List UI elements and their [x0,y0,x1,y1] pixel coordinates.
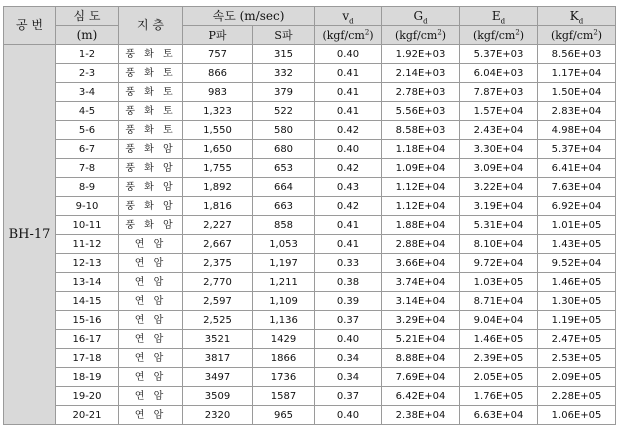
strata-cell: 풍 화 토 [119,102,183,121]
poisson-cell: 0.40 [315,406,382,425]
strata-cell: 풍 화 토 [119,121,183,140]
poisson-cell: 0.40 [315,140,382,159]
table-row [4,349,616,368]
strata-cell: 풍 화 암 [119,159,183,178]
poisson-cell: 0.40 [315,330,382,349]
strata-cell: 연 암 [119,292,183,311]
table-row [4,311,616,330]
shear-modulus-cell: 2.38E+04 [382,406,460,425]
shear-modulus-cell: 2.78E+03 [382,83,460,102]
elastic-modulus-cell: 3.30E+04 [460,140,538,159]
shear-modulus-cell: 3.29E+04 [382,311,460,330]
shear-modulus-cell: 1.09E+04 [382,159,460,178]
strata-cell: 풍 화 토 [119,45,183,64]
depth-cell: 14-15 [56,292,119,311]
table-row [4,178,616,197]
elastic-modulus-cell: 3.09E+04 [460,159,538,178]
shear-modulus-cell: 2.88E+04 [382,235,460,254]
bulk-modulus-cell: 2.53E+05 [538,349,616,368]
elastic-modulus-cell: 6.63E+04 [460,406,538,425]
p-wave-cell: 1,892 [183,178,253,197]
shear-modulus-cell: 1.18E+04 [382,140,460,159]
s-wave-cell: 663 [253,197,315,216]
bulk-modulus-cell: 8.56E+03 [538,45,616,64]
shear-modulus-cell: 1.12E+04 [382,197,460,216]
poisson-cell: 0.37 [315,387,382,406]
strata-cell: 연 암 [119,235,183,254]
poisson-cell: 0.42 [315,159,382,178]
table-body [4,45,616,425]
elastic-modulus-cell: 2.39E+05 [460,349,538,368]
poisson-cell: 0.34 [315,349,382,368]
shear-modulus-cell: 5.56E+03 [382,102,460,121]
table-row [4,197,616,216]
strata-cell: 연 암 [119,349,183,368]
p-wave-cell: 983 [183,83,253,102]
shear-modulus-cell: 5.21E+04 [382,330,460,349]
p-wave-cell: 2,597 [183,292,253,311]
s-wave-cell: 858 [253,216,315,235]
p-wave-cell: 757 [183,45,253,64]
header-elastic-modulus: $E_d$ [460,7,538,26]
table-row [4,45,616,64]
header-velocity: 속도 (m/sec) [183,7,315,26]
table-row [4,368,616,387]
bulk-modulus-cell: 2.47E+05 [538,330,616,349]
shear-modulus-cell: 3.74E+04 [382,273,460,292]
p-wave-cell: 1,755 [183,159,253,178]
depth-cell: 16-17 [56,330,119,349]
bulk-modulus-cell: 1.06E+05 [538,406,616,425]
elastic-modulus-cell: 3.19E+04 [460,197,538,216]
bulk-modulus-cell: 9.52E+04 [538,254,616,273]
s-wave-cell: 315 [253,45,315,64]
depth-cell: 13-14 [56,273,119,292]
strata-cell: 연 암 [119,387,183,406]
p-wave-cell: 1,650 [183,140,253,159]
shear-modulus-cell: 7.69E+04 [382,368,460,387]
shear-modulus-cell: 3.66E+04 [382,254,460,273]
p-wave-cell: 2,667 [183,235,253,254]
strata-cell: 연 암 [119,368,183,387]
shear-modulus-cell: 1.92E+03 [382,45,460,64]
bulk-modulus-cell: 1.50E+04 [538,83,616,102]
table-row [4,83,616,102]
strata-cell: 연 암 [119,311,183,330]
p-wave-cell: 2320 [183,406,253,425]
s-wave-cell: 653 [253,159,315,178]
elastic-modulus-cell: 8.10E+04 [460,235,538,254]
p-wave-cell: 1,323 [183,102,253,121]
s-wave-cell: 522 [253,102,315,121]
poisson-cell: 0.41 [315,216,382,235]
table-row [4,330,616,349]
table-row [4,235,616,254]
poisson-cell: 0.41 [315,83,382,102]
depth-cell: 11-12 [56,235,119,254]
elastic-modulus-cell: 6.04E+03 [460,64,538,83]
shear-modulus-cell: 8.88E+04 [382,349,460,368]
header-shear-unit: $(kgf/cm^2)$ [382,26,460,45]
s-wave-cell: 332 [253,64,315,83]
p-wave-cell: 1,816 [183,197,253,216]
depth-cell: 5-6 [56,121,119,140]
p-wave-cell: 2,525 [183,311,253,330]
s-wave-cell: 1866 [253,349,315,368]
shear-modulus-cell: 6.42E+04 [382,387,460,406]
s-wave-cell: 580 [253,121,315,140]
elastic-modulus-cell: 9.04E+04 [460,311,538,330]
s-wave-cell: 1,053 [253,235,315,254]
bulk-modulus-cell: 7.63E+04 [538,178,616,197]
bulk-modulus-cell: 5.37E+04 [538,140,616,159]
elastic-modulus-cell: 2.05E+05 [460,368,538,387]
elastic-modulus-cell: 8.71E+04 [460,292,538,311]
shear-modulus-cell: 2.14E+03 [382,64,460,83]
depth-cell: 1-2 [56,45,119,64]
strata-cell: 풍 화 암 [119,178,183,197]
depth-cell: 17-18 [56,349,119,368]
depth-cell: 3-4 [56,83,119,102]
bulk-modulus-cell: 2.09E+05 [538,368,616,387]
shear-modulus-cell: 8.58E+03 [382,121,460,140]
elastic-modulus-cell: 1.76E+05 [460,387,538,406]
bulk-modulus-cell: 1.01E+05 [538,216,616,235]
poisson-cell: 0.40 [315,45,382,64]
elastic-modulus-table [3,6,616,425]
strata-cell: 풍 화 토 [119,83,183,102]
header-p-wave: P파 [183,26,253,45]
bulk-modulus-cell: 2.83E+04 [538,102,616,121]
table-row [4,159,616,178]
shear-modulus-cell: 1.12E+04 [382,178,460,197]
table-row [4,121,616,140]
s-wave-cell: 965 [253,406,315,425]
elastic-modulus-cell: 5.37E+03 [460,45,538,64]
poisson-cell: 0.37 [315,311,382,330]
depth-cell: 6-7 [56,140,119,159]
poisson-cell: 0.34 [315,368,382,387]
header-poisson: $v_d$ [315,7,382,26]
depth-cell: 4-5 [56,102,119,121]
strata-cell: 풍 화 암 [119,216,183,235]
depth-cell: 8-9 [56,178,119,197]
poisson-cell: 0.41 [315,235,382,254]
table-row [4,216,616,235]
bulk-modulus-cell: 1.46E+05 [538,273,616,292]
bulk-modulus-cell: 6.92E+04 [538,197,616,216]
bulk-modulus-cell: 1.30E+05 [538,292,616,311]
header-strata: 지 층 [119,7,183,45]
depth-cell: 2-3 [56,64,119,83]
elastic-modulus-cell: 2.43E+04 [460,121,538,140]
borehole-id: BH-17 [4,45,56,425]
poisson-cell: 0.38 [315,273,382,292]
depth-cell: 10-11 [56,216,119,235]
p-wave-cell: 3817 [183,349,253,368]
depth-cell: 20-21 [56,406,119,425]
s-wave-cell: 1,109 [253,292,315,311]
poisson-cell: 0.41 [315,102,382,121]
table-row [4,64,616,83]
elastic-modulus-cell: 3.22E+04 [460,178,538,197]
elastic-modulus-cell: 1.46E+05 [460,330,538,349]
header-depth-unit: (m) [56,26,119,45]
bulk-modulus-cell: 1.43E+05 [538,235,616,254]
shear-modulus-cell: 3.14E+04 [382,292,460,311]
header-borehole: 공 번 [4,7,56,45]
p-wave-cell: 1,550 [183,121,253,140]
strata-cell: 풍 화 암 [119,197,183,216]
header-bulk-modulus: $K_d$ [538,7,616,26]
depth-cell: 19-20 [56,387,119,406]
header-elastic-unit: $(kgf/cm^2)$ [460,26,538,45]
p-wave-cell: 3509 [183,387,253,406]
depth-cell: 15-16 [56,311,119,330]
s-wave-cell: 1587 [253,387,315,406]
depth-cell: 12-13 [56,254,119,273]
table-row [4,273,616,292]
table-row [4,292,616,311]
p-wave-cell: 3521 [183,330,253,349]
bulk-modulus-cell: 1.19E+05 [538,311,616,330]
poisson-cell: 0.33 [315,254,382,273]
p-wave-cell: 2,227 [183,216,253,235]
elastic-modulus-cell: 7.87E+03 [460,83,538,102]
table-row [4,254,616,273]
s-wave-cell: 1429 [253,330,315,349]
s-wave-cell: 1736 [253,368,315,387]
shear-modulus-cell: 1.88E+04 [382,216,460,235]
poisson-cell: 0.42 [315,121,382,140]
depth-cell: 18-19 [56,368,119,387]
strata-cell: 풍 화 암 [119,140,183,159]
strata-cell: 연 암 [119,406,183,425]
elastic-modulus-cell: 9.72E+04 [460,254,538,273]
depth-cell: 7-8 [56,159,119,178]
strata-cell: 연 암 [119,273,183,292]
header-poisson-unit: $(kgf/cm^2)$ [315,26,382,45]
elastic-modulus-cell: 1.03E+05 [460,273,538,292]
poisson-cell: 0.39 [315,292,382,311]
depth-cell: 9-10 [56,197,119,216]
header-s-wave: S파 [253,26,315,45]
bulk-modulus-cell: 1.17E+04 [538,64,616,83]
p-wave-cell: 2,375 [183,254,253,273]
p-wave-cell: 866 [183,64,253,83]
table-row [4,406,616,425]
p-wave-cell: 2,770 [183,273,253,292]
s-wave-cell: 1,211 [253,273,315,292]
header-bulk-unit: $(kgf/cm^2)$ [538,26,616,45]
poisson-cell: 0.42 [315,197,382,216]
elastic-modulus-cell: 1.57E+04 [460,102,538,121]
poisson-cell: 0.41 [315,64,382,83]
table-row [4,102,616,121]
s-wave-cell: 680 [253,140,315,159]
bulk-modulus-cell: 6.41E+04 [538,159,616,178]
s-wave-cell: 1,197 [253,254,315,273]
table-row [4,140,616,159]
header-shear-modulus: $G_d$ [382,7,460,26]
elastic-modulus-cell: 5.31E+04 [460,216,538,235]
s-wave-cell: 664 [253,178,315,197]
s-wave-cell: 379 [253,83,315,102]
strata-cell: 연 암 [119,330,183,349]
strata-cell: 풍 화 토 [119,64,183,83]
strata-cell: 연 암 [119,254,183,273]
p-wave-cell: 3497 [183,368,253,387]
poisson-cell: 0.43 [315,178,382,197]
table-row [4,387,616,406]
s-wave-cell: 1,136 [253,311,315,330]
header-depth: 심 도 [56,7,119,26]
bulk-modulus-cell: 2.28E+05 [538,387,616,406]
bulk-modulus-cell: 4.98E+04 [538,121,616,140]
